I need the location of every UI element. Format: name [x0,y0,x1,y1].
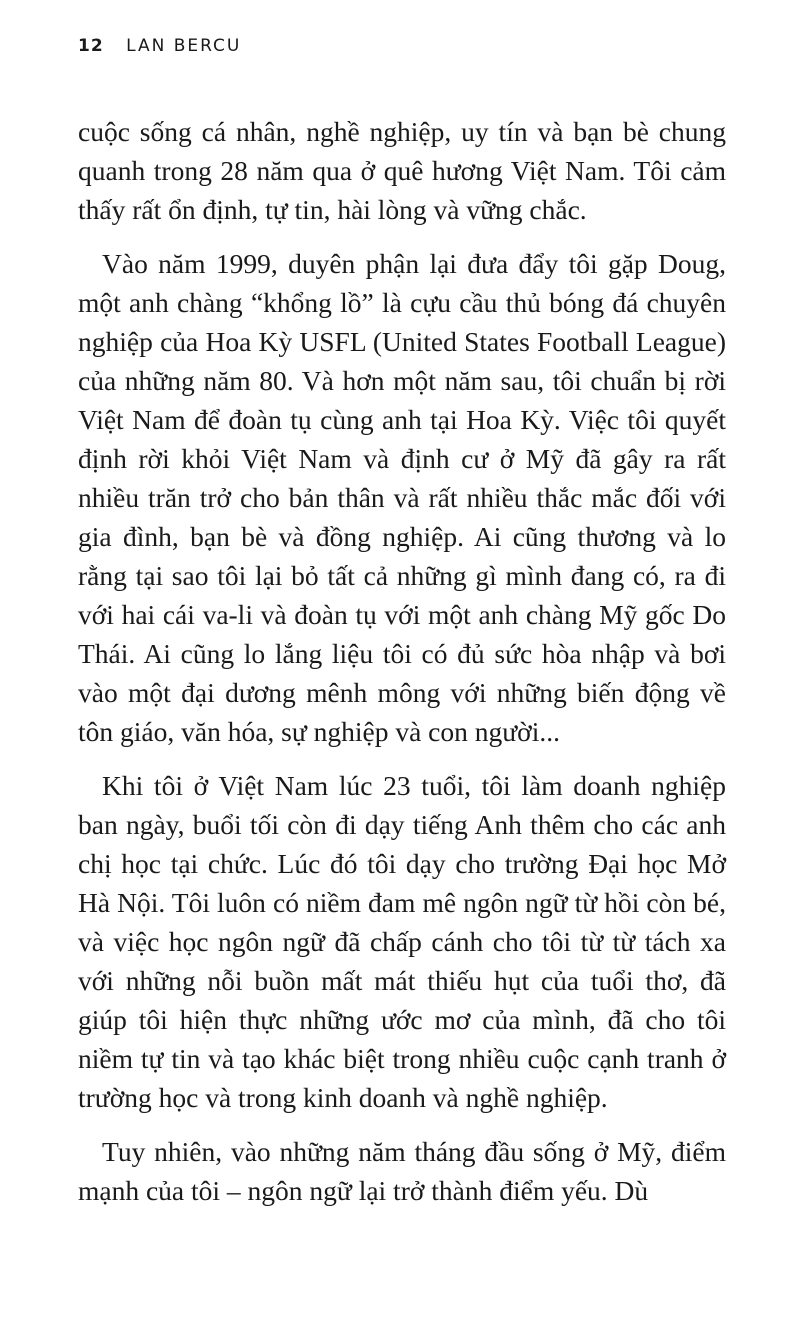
running-head-author: LAN BERCU [126,36,242,56]
paragraph-3: Khi tôi ở Việt Nam lúc 23 tuổi, tôi làm doanh nghiệp ban ngày, buổi tối còn đi dạy tiếng Anh thêm cho các anh chị học tại chức. Lúc đó tôi dạy cho trường Đại học Mở Hà Nội. Tôi luôn có niềm đam mê ngôn ngữ từ hồi còn bé, và việc học ngôn ngữ đã chấp cánh cho tôi từ từ tách xa với những nỗi buồn mất mát thiếu hụt của tuổi thơ, đã giúp tôi hiện thực những ước mơ của mình, đã cho tôi niềm tự tin và tạo khác biệt trong nhiều cuộc cạnh tranh ở trường học và trong kinh doanh và nghề nghiệp. [78,770,726,1113]
body-text [78,112,726,1210]
paragraph-4: Tuy nhiên, vào những năm tháng đầu sống ở Mỹ, điểm mạnh của tôi – ngôn ngữ lại trở thành điểm yếu. Dù [78,1136,726,1206]
running-header [78,36,241,56]
page-number: 12 [78,36,104,56]
paragraph-2: Vào năm 1999, duyên phận lại đưa đẩy tôi gặp Doug, một anh chàng “khổng lồ” là cựu cầu thủ bóng đá chuyên nghiệp của Hoa Kỳ USFL (United States Football League) của những năm 80. Và hơn một năm sau, tôi chuẩn bị rời Việt Nam để đoàn tụ cùng anh tại Hoa Kỳ. Việc tôi quyết định rời khỏi Việt Nam và định cư ở Mỹ đã gây ra rất nhiều trăn trở cho bản thân và rất nhiều thắc mắc đối với gia đình, bạn bè và đồng nghiệp. Ai cũng thương và lo rằng tại sao tôi lại bỏ tất cả những gì mình đang có, ra đi với hai cái va-li và đoàn tụ với một anh chàng Mỹ gốc Do Thái. Ai cũng lo lắng liệu tôi có đủ sức hòa nhập và bơi vào một đại dương mênh mông với những biến động về tôn giáo, văn hóa, sự nghiệp và con người... [78,248,726,747]
paragraph-1: cuộc sống cá nhân, nghề nghiệp, uy tín và bạn bè chung quanh trong 28 năm qua ở quê hương Việt Nam. Tôi cảm thấy rất ổn định, tự tin, hài lòng và vững chắc. [78,116,726,225]
